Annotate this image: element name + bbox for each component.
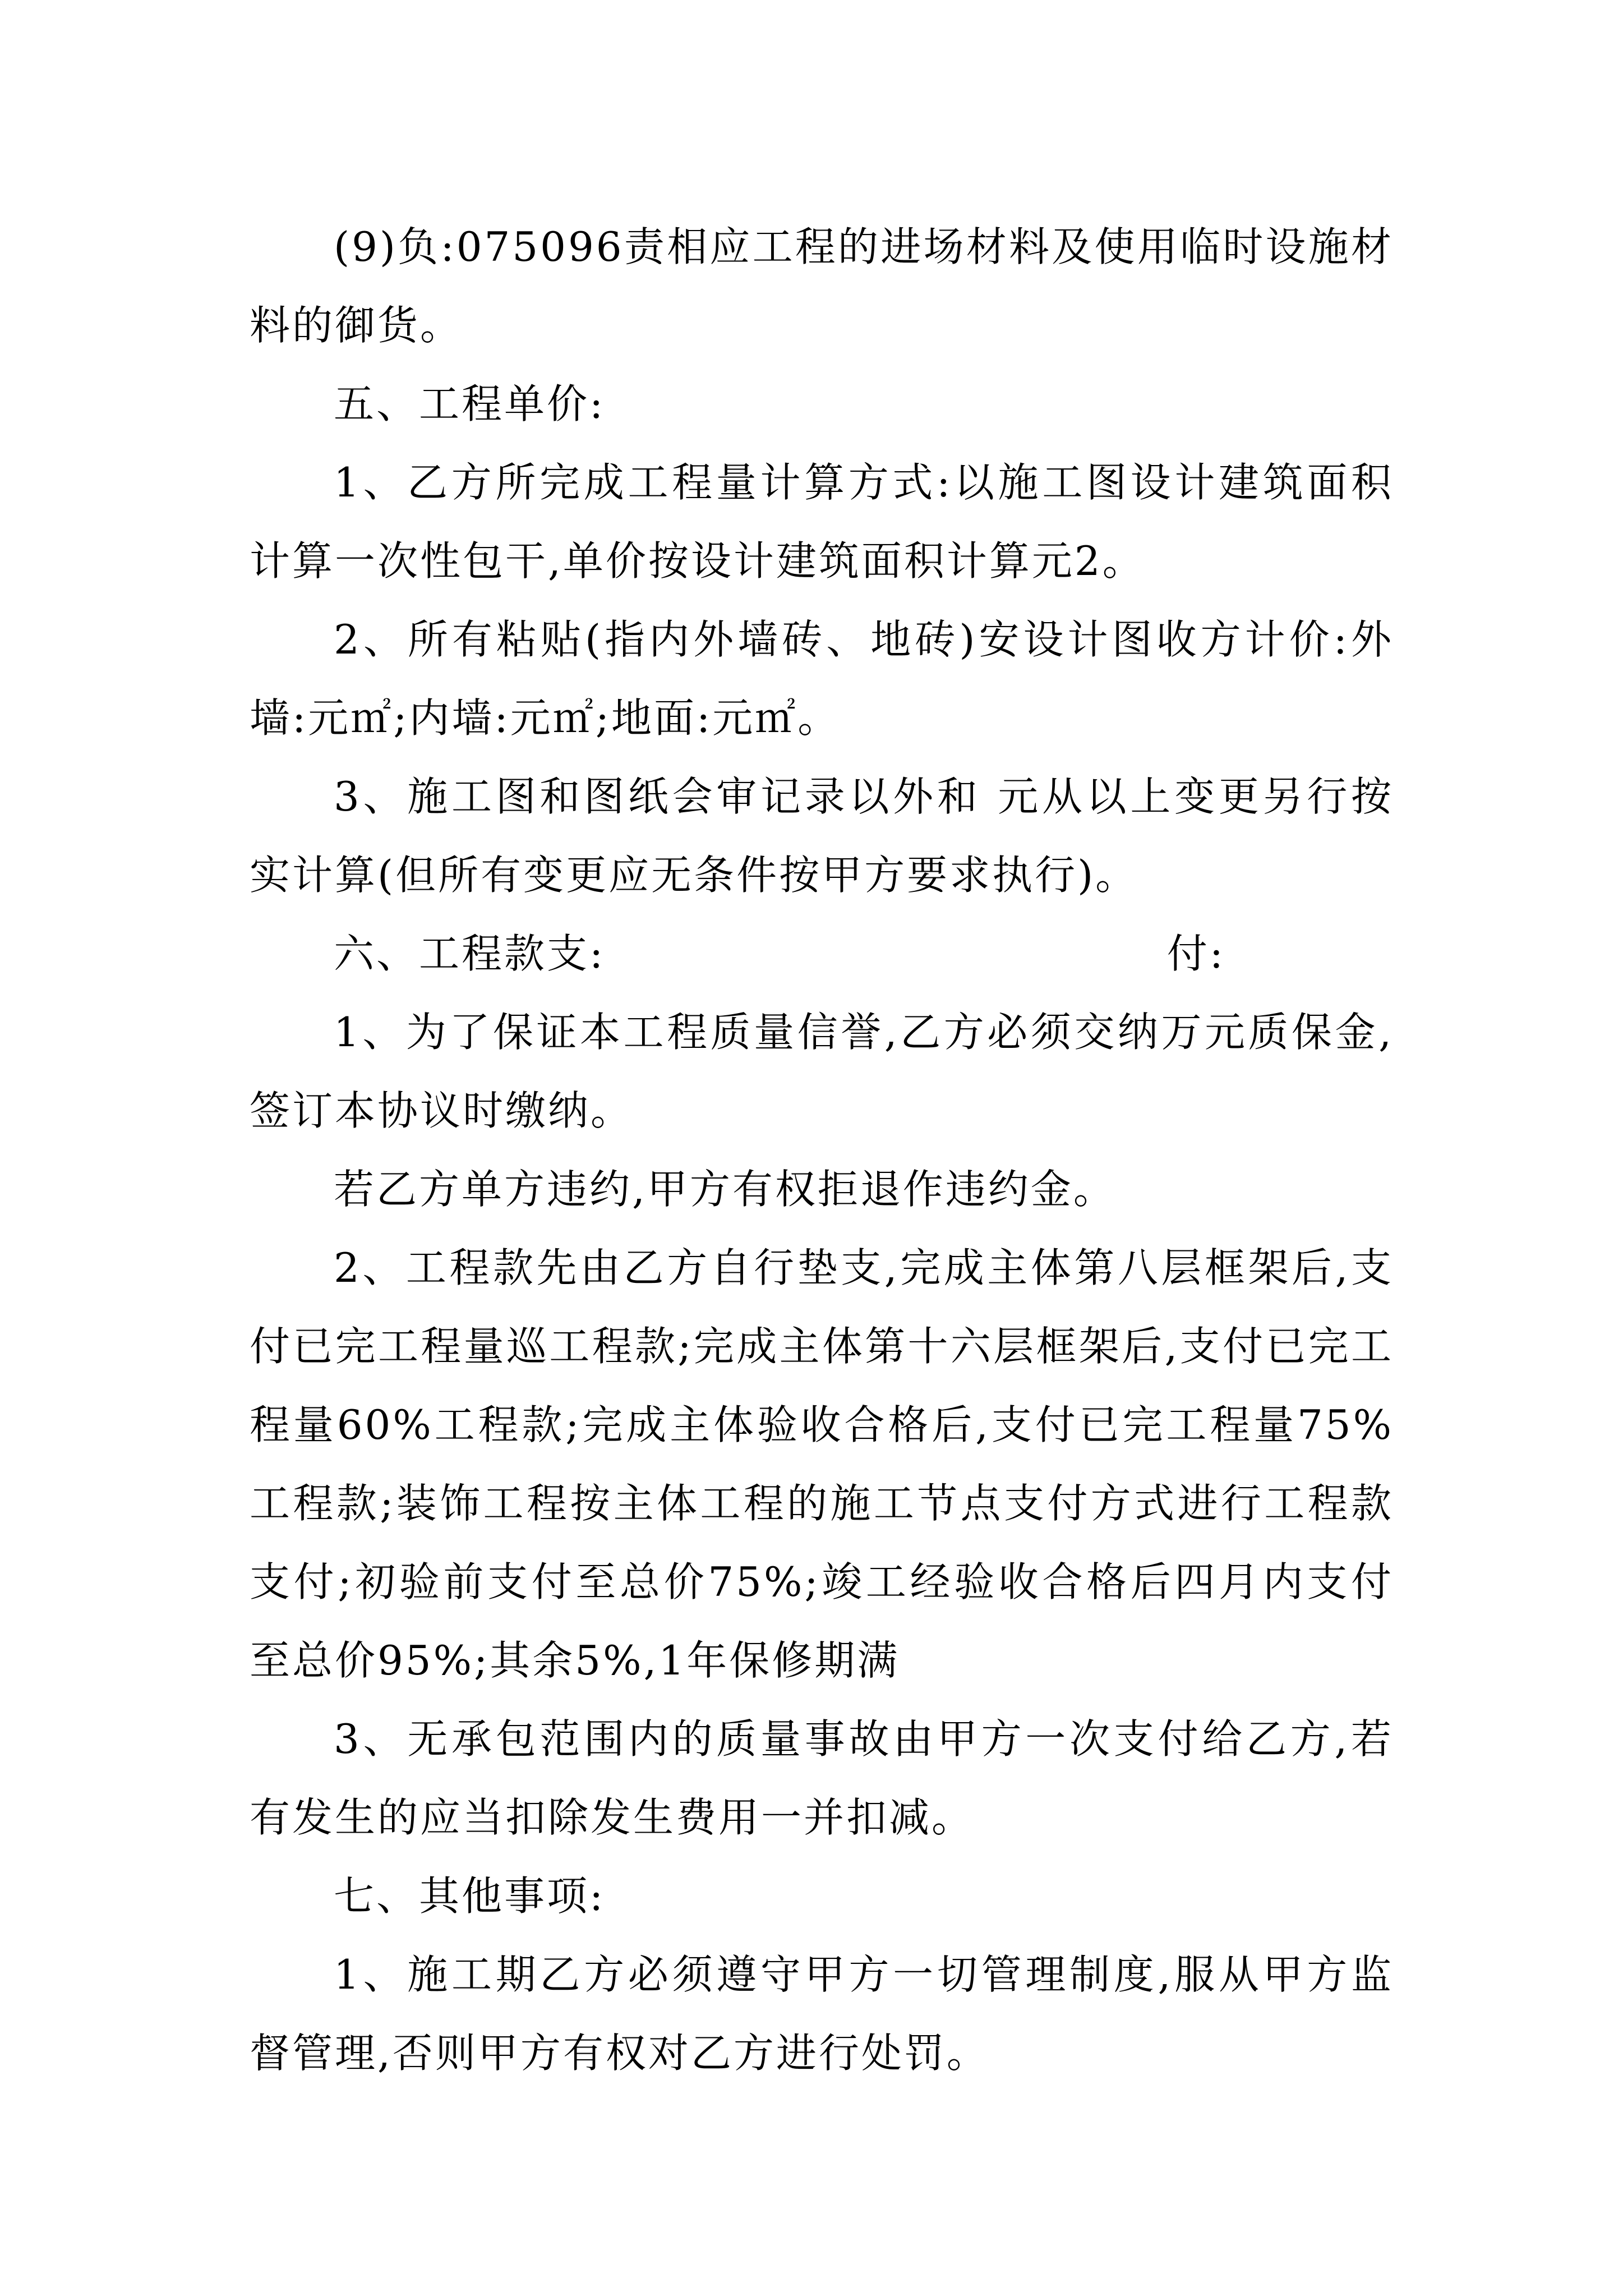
paragraph-breach: 若乙方单方违约,甲方有权拒退作违约金。 [334, 1166, 1116, 1213]
heading-payment-left: 六、工程款支: [334, 930, 606, 977]
heading-payment-right: 付: [1166, 930, 1225, 977]
document-body [250, 208, 1394, 2092]
paragraph-quality-deposit: 1、为了保证本工程质量信誉,乙方必须交纳万元质保金,签订本协议时缴纳。 [250, 1009, 1394, 1134]
paragraph-quantity-calculation: 1、乙方所完成工程量计算方式:以施工图设计建筑面积计算一次性包干,单价按设计建筑面积计算元2。 [250, 459, 1394, 585]
heading-payment [250, 914, 1394, 993]
heading-unit-price: 五、工程单价: [334, 380, 606, 427]
paragraph-payment-schedule: 2、工程款先由乙方自行垫支,完成主体第八层框架后,支付已完工程量巡工程款;完成主体第十六层框架后,支付已完工程量60%工程款;完成主体验收合格后,支付已完工程量75%工程款;装饰工程按主体工程的施工节点支付方式进行工程款支付;初验前支付至总价75%;竣工经验收合格后四月内支付至总价95%;其余5%,1年保修期满 [250, 1244, 1394, 1684]
paragraph-changes: 3、施工图和图纸会审记录以外和 元从以上变更另行按实计算(但所有变更应无条件按甲方要求执行)。 [250, 773, 1394, 899]
paragraph-management-rules: 1、施工期乙方必须遵守甲方一切管理制度,服从甲方监督管理,否则甲方有权对乙方进行处罚。 [250, 1951, 1394, 2077]
heading-other-matters: 七、其他事项: [334, 1872, 606, 1920]
paragraph-tile-pricing: 2、所有粘贴(指内外墙砖、地砖)安设计图收方计价:外墙:元㎡;内墙:元㎡;地面:元㎡。 [250, 616, 1394, 742]
paragraph-material-handling: (9)负:075096责相应工程的进场材料及使用临时设施材料的御货。 [250, 223, 1394, 349]
paragraph-quality-accident: 3、无承包范围内的质量事故由甲方一次支付给乙方,若有发生的应当扣除发生费用一并扣减。 [250, 1715, 1394, 1841]
